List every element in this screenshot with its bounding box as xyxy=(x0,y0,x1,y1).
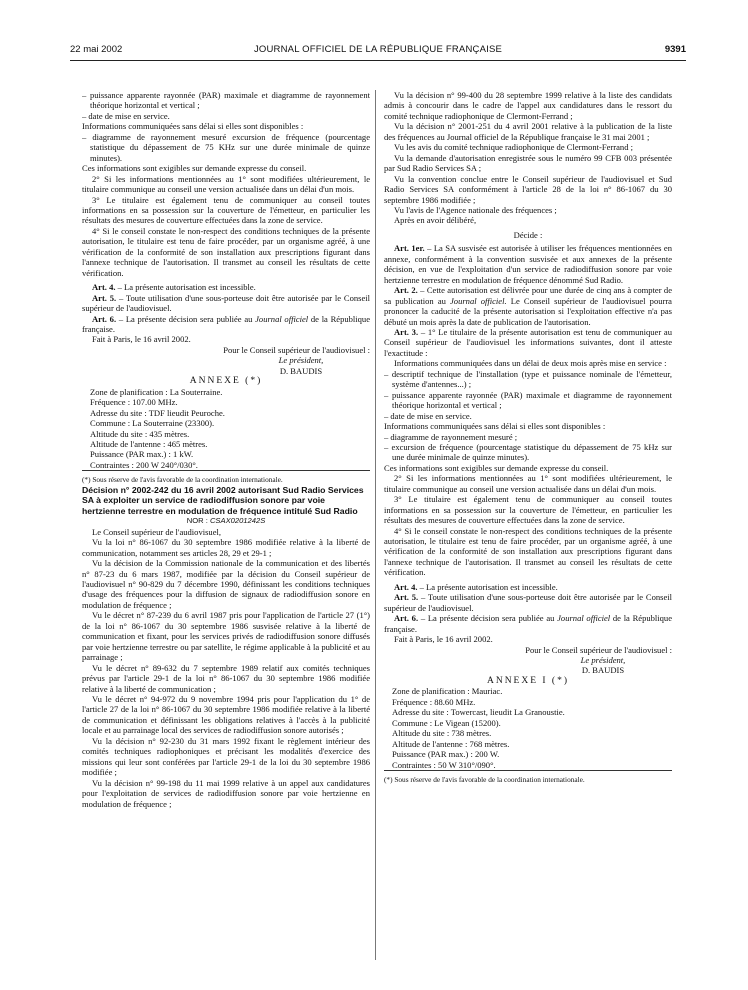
annex-item: Zone de planification : La Souterraine. xyxy=(90,386,223,397)
left-article-4 xyxy=(82,282,370,292)
right-annex-note: (*) Sous réserve de l'avis favorable de la coordination internationale. xyxy=(384,770,672,785)
right-fait: Fait à Paris, le 16 avril 2002. xyxy=(394,634,493,645)
right-info-delay: Informations communiquées dans un délai de deux mois après mise en service : xyxy=(394,358,667,369)
article-text: – La présente décision sera publiée au xyxy=(418,613,558,624)
journal-reference: Journal officiel. xyxy=(450,295,507,306)
article-text: Le Conseil supérieur de l'audiovisuel pourra prononcer la caducité de la présente autorisation si l'exploitation effective n'a pas débuté un mois après la date de publication de l'autorisation. xyxy=(384,295,672,327)
vu-item: Vu l'avis de l'Agence nationale des fréquences ; xyxy=(394,204,557,215)
nor-code: CSAX0201242S xyxy=(209,516,266,526)
annex-item: Puissance (PAR max.) : 200 W. xyxy=(392,749,500,760)
right-para-2: 2° Si les informations mentionnées au 1° sont modifiées ultérieurement, le titulaire communique au conseil une version actualisée dans un délai d'un mois. xyxy=(384,473,672,494)
annex-item: Zone de planification : Mauriac. xyxy=(392,686,503,697)
left-para-2: 2° Si les informations mentionnées au 1° sont modifiées ultérieurement, le titulaire communique au conseil une version actualisée dans un délai d'un mois. xyxy=(82,173,370,195)
right-annex-title: ANNEXE I (*) xyxy=(486,675,570,686)
article-text: – Toute utilisation d'une sous-porteuse doit être autorisée par le Conseil supérieur de l'audiovisuel. xyxy=(82,292,370,314)
vu-item: Vu la convention conclue entre le Conseil supérieur de l'audiovisuel et Sud Radio Services SA conformément à l'article 28 de la loi n° 86-1067 du 30 septembre 1986 modifiée ; xyxy=(384,173,672,205)
left-column xyxy=(82,90,370,970)
article-label: Art. 6. xyxy=(92,313,117,324)
article-text: de la République française. xyxy=(384,613,672,634)
article-label: Art. 1er. xyxy=(394,243,425,254)
vu-item: Vu la demande d'autorisation enregistrée sous le numéro 99 CFB 003 présentée par Sud Radio Services SA ; xyxy=(384,152,672,174)
article-label: Art. 5. xyxy=(394,592,419,603)
annex-item: Altitude de l'antenne : 465 mètres. xyxy=(90,438,208,449)
right-article-3 xyxy=(384,327,672,358)
right-article-2 xyxy=(384,285,672,327)
decision-title: Décision n° 2002-242 du 16 avril 2002 autorisant Sud Radio Services SA à exploiter un service de radiodiffusion sonore par voie hertzienne terrestre en modulation de fréquence intitulé Sud Radio xyxy=(82,484,364,516)
right-signature-name: D. BAUDIS xyxy=(581,665,625,676)
list-item: – diagramme de rayonnement mesuré excursion de fréquence (pourcentage statistique du dépassement de 75 KHz sur une durée minimale de quinze minutes). xyxy=(82,131,370,163)
vu-item: Vu la décision n° 99-198 du 11 mai 1999 relative à un appel aux candidatures pour l'exploitation de services de radiodiffusion sonore par voie hertzienne en modulation de fréquence ; xyxy=(82,777,370,809)
vu-item: Vu la décision n° 92-230 du 31 mars 1992 fixant le règlement intérieur des comités techniques radiophoniques et précisant les modalités d'exercice des missions qui leur sont conférées par l'article 29-1 de la loi du 30 septembre 1986 modifiée ; xyxy=(82,735,370,778)
right-para-4: 4° Si le conseil constate le non-respect des conditions techniques de la présente autorisation, le titulaire est tenu de faire procéder, par un organisme agréé, à une vérification de la conformité de son installation aux prescriptions figurant dans l'annexe technique de l'autorisation. Il transmet au conseil les résultats de cette vérification. xyxy=(384,525,672,578)
annex-item: Fréquence : 107.00 MHz. xyxy=(90,397,178,408)
vu-item: Vu le décret n° 89-632 du 7 septembre 1989 relatif aux comités techniques prévus par l'article 29-1 de la loi n° 86-1067 du 30 septembre 1986 modifiée relative à la liberté de communication ; xyxy=(82,662,370,694)
left-annex-title: ANNEXE (*) xyxy=(189,376,263,387)
right-signature-line: Pour le Conseil supérieur de l'audiovisuel : xyxy=(525,644,672,655)
conseil-line: Le Conseil supérieur de l'audiovisuel, xyxy=(92,526,222,537)
nor-line xyxy=(82,516,370,526)
article-text: – La présente décision sera publiée au xyxy=(116,313,256,324)
right-info-nodelay: Informations communiquées sans délai si elles sont disponibles : xyxy=(384,421,606,432)
vu-item: Vu la décision n° 2001-251 du 4 avril 2001 relative à la publication de la liste des fréquences au Journal officiel de la République française le 31 mai 2001 ; xyxy=(384,121,672,142)
list-item: – date de mise en service. xyxy=(384,410,472,421)
vu-item: Vu le décret n° 94-972 du 9 novembre 1994 pris pour l'application du 1° de l'article 27 de la loi n° 86-1067 du 30 septembre 1986 modifiée relative à la liberté de communication et définissant les obligations relatives à l'accès à la publicité locale et au parrainage local des services de radiodiffusion sonore autorisés ; xyxy=(82,694,370,736)
list-item: – puissance apparente rayonnée (PAR) maximale et diagramme de rayonnement théorique horizontal et vertical ; xyxy=(82,90,370,111)
article-text: – La présente autorisation est incessible. xyxy=(115,282,256,293)
left-info-nodelay: Informations communiquées sans délai si elles sont disponibles : xyxy=(82,121,304,132)
right-annex-list xyxy=(384,686,672,770)
page-header xyxy=(70,44,686,58)
right-nodelay-items xyxy=(384,432,672,463)
left-annex-note: (*) Sous réserve de l'avis favorable de la coordination internationale. xyxy=(82,470,370,485)
right-vus-list xyxy=(384,90,672,226)
right-article-5 xyxy=(384,592,672,613)
right-article-6 xyxy=(384,613,672,634)
annex-item: Adresse du site : Towercast, lieudit La Granoustie. xyxy=(392,707,565,718)
article-text: – La présente autorisation est incessible. xyxy=(417,581,558,592)
nor-label: NOR : xyxy=(186,516,210,526)
annex-item: Commune : Le Vigean (15200). xyxy=(392,717,501,728)
annex-item: Commune : La Souterraine (23300). xyxy=(90,418,215,429)
annex-item: Adresse du site : TDF lieudit Peuroche. xyxy=(90,407,225,418)
journal-reference: Journal officiel xyxy=(557,613,611,624)
left-annex-list xyxy=(82,387,370,471)
article-text: – Cette autorisation est délivrée pour une durée de cinq ans à compter de sa publication au xyxy=(384,285,672,306)
page-number: 9391 xyxy=(664,44,686,55)
right-info-exigible: Ces informations sont exigibles sur demande expresse du conseil. xyxy=(384,462,609,473)
annex-item: Contraintes : 200 W 240°/030°. xyxy=(90,459,198,470)
right-article-1 xyxy=(384,243,672,285)
list-item: – descriptif technique de l'installation (type et puissance nominale de l'émetteur, système d'antennes...) ; xyxy=(384,368,672,390)
article-label: Art. 4. xyxy=(92,282,116,293)
issue-date: 22 mai 2002 xyxy=(70,44,123,55)
annex-item: Contraintes : 50 W 310°/090°. xyxy=(392,759,496,770)
left-signature-name: D. BAUDIS xyxy=(279,365,323,376)
article-text: de la République française. xyxy=(82,313,370,334)
left-top-items xyxy=(82,90,370,121)
left-fait: Fait à Paris, le 16 avril 2002. xyxy=(92,334,191,345)
left-info-items xyxy=(82,132,370,163)
right-para-3: 3° Le titulaire est également tenu de communiquer au conseil toutes informations en sa possession sur la couverture de l'émetteur, en particulier les résultats des mesures de couverture effectuées dans la zone de service. xyxy=(384,494,672,526)
article-label: Art. 6. xyxy=(394,613,419,624)
signature-role: Le président, xyxy=(580,655,626,666)
right-article-4 xyxy=(384,582,672,592)
vu-item: Vu le décret n° 87-239 du 6 avril 1987 pris pour l'application de l'article 27 (1°) de la loi n° 86-1067 du 30 septembre 1986 susvisée relative à la liberté de communication et fixant, pour les services privés de radiodiffusion sonore diffusés par voie hertzienne terrestre ou par satellite, le régime applicable à la publicité et au parrainage ; xyxy=(82,610,370,663)
article-label: Art. 5. xyxy=(92,292,117,303)
left-signature-line: Pour le Conseil supérieur de l'audiovisuel : xyxy=(223,344,370,355)
annex-item: Puissance (PAR max.) : 1 kW. xyxy=(90,449,194,460)
left-article-6 xyxy=(82,314,370,335)
left-vus-list xyxy=(82,537,370,809)
journal-reference: Journal officiel xyxy=(255,313,309,324)
article-label: Art. 2. xyxy=(394,285,418,296)
article-text: – La SA susvisée est autorisée à utiliser les fréquences mentionnées en annexe, conformément à la convention susvisée et aux annexes de la présente décision, en vue de l'exploitation d'un service de radiodiffusion sonore par voie hertzienne terrestre en modulation de fréquence dénommé Sud Radio. xyxy=(384,243,672,285)
list-item: – date de mise en service. xyxy=(82,110,170,121)
vu-item: Vu la décision n° 99-400 du 28 septembre 1999 relative à la liste des candidats admis à concourir dans le cadre de l'appel aux candidatures dans le ressort du comité technique radiophonique de Clermont-Ferrand ; xyxy=(384,90,672,121)
left-signature-role xyxy=(82,355,370,365)
signature-role: Le président, xyxy=(278,355,324,366)
annex-item: Altitude du site : 738 mètres. xyxy=(392,728,492,739)
right-column xyxy=(384,90,672,970)
list-item: – excursion de fréquence (pourcentage statistique du dépassement de 75 kHz sur une durée minimale de quinze minutes). xyxy=(384,441,672,463)
column-divider xyxy=(375,90,376,960)
left-info-exigible: Ces informations sont exigibles sur demande expresse du conseil. xyxy=(82,163,307,174)
right-signature-role xyxy=(384,655,672,665)
left-para-4: 4° Si le conseil constate le non-respect des conditions techniques de la présente autorisation, le titulaire est tenu de faire procéder, par un organisme agréé, à une vérification de la conformité de son installation aux prescriptions figurant dans l'annexe technique de l'autorisation. Il transmet au conseil les résultats de cette vérification. xyxy=(82,225,370,278)
article-text: – 1° Le titulaire de la présente autorisation est tenu de communiquer au Conseil supérieur de l'audiovisuel les informations suivantes, dont il atteste l'exactitude : xyxy=(384,326,672,358)
annex-item: Altitude de l'antenne : 768 mètres. xyxy=(392,738,510,749)
vu-item: Vu la décision de la Commission nationale de la communication et des libertés n° 87-23 du 6 mars 1987, modifiée par la décision du Conseil supérieur de l'audiovisuel n° 90-829 du 7 décembre 1990, définissant les conditions techniques d'usage des fréquences pour la diffusion de signaux de radiodiffusion sonore en modulation de fréquence ; xyxy=(82,558,370,610)
vu-item: Après en avoir délibéré, xyxy=(394,215,477,226)
left-para-3: 3° Le titulaire est également tenu de communiquer au conseil toutes informations en sa possession sur la couverture de l'émetteur, en particulier les résultats des mesures de couverture effectuées dans la zone de service. xyxy=(82,194,370,226)
article-label: Art. 4. xyxy=(394,581,418,592)
decide-line: Décide : xyxy=(513,229,543,240)
article-text: – Toute utilisation d'une sous-porteuse doit être autorisée par le Conseil supérieur de l'audiovisuel. xyxy=(384,592,672,613)
annex-item: Altitude du site : 435 mètres. xyxy=(90,428,190,439)
vu-item: Vu les avis du comité technique radiophonique de Clermont-Ferrand ; xyxy=(394,142,633,153)
header-rule xyxy=(70,60,686,61)
list-item: – puissance apparente rayonnée (PAR) maximale et diagramme de rayonnement théorique horizontal et vertical ; xyxy=(384,389,672,411)
journal-title: JOURNAL OFFICIEL DE LA RÉPUBLIQUE FRANÇAISE xyxy=(253,44,503,55)
list-item: – diagramme de rayonnement mesuré ; xyxy=(384,431,518,442)
annex-item: Fréquence : 88.60 MHz. xyxy=(392,696,476,707)
vu-item: Vu la loi n° 86-1067 du 30 septembre 1986 modifiée relative à la liberté de communication, notamment ses articles 28, 29 et 29-1 ; xyxy=(82,537,370,558)
left-article-5 xyxy=(82,293,370,314)
article-label: Art. 3. xyxy=(394,326,419,337)
right-delay-items xyxy=(384,369,672,421)
